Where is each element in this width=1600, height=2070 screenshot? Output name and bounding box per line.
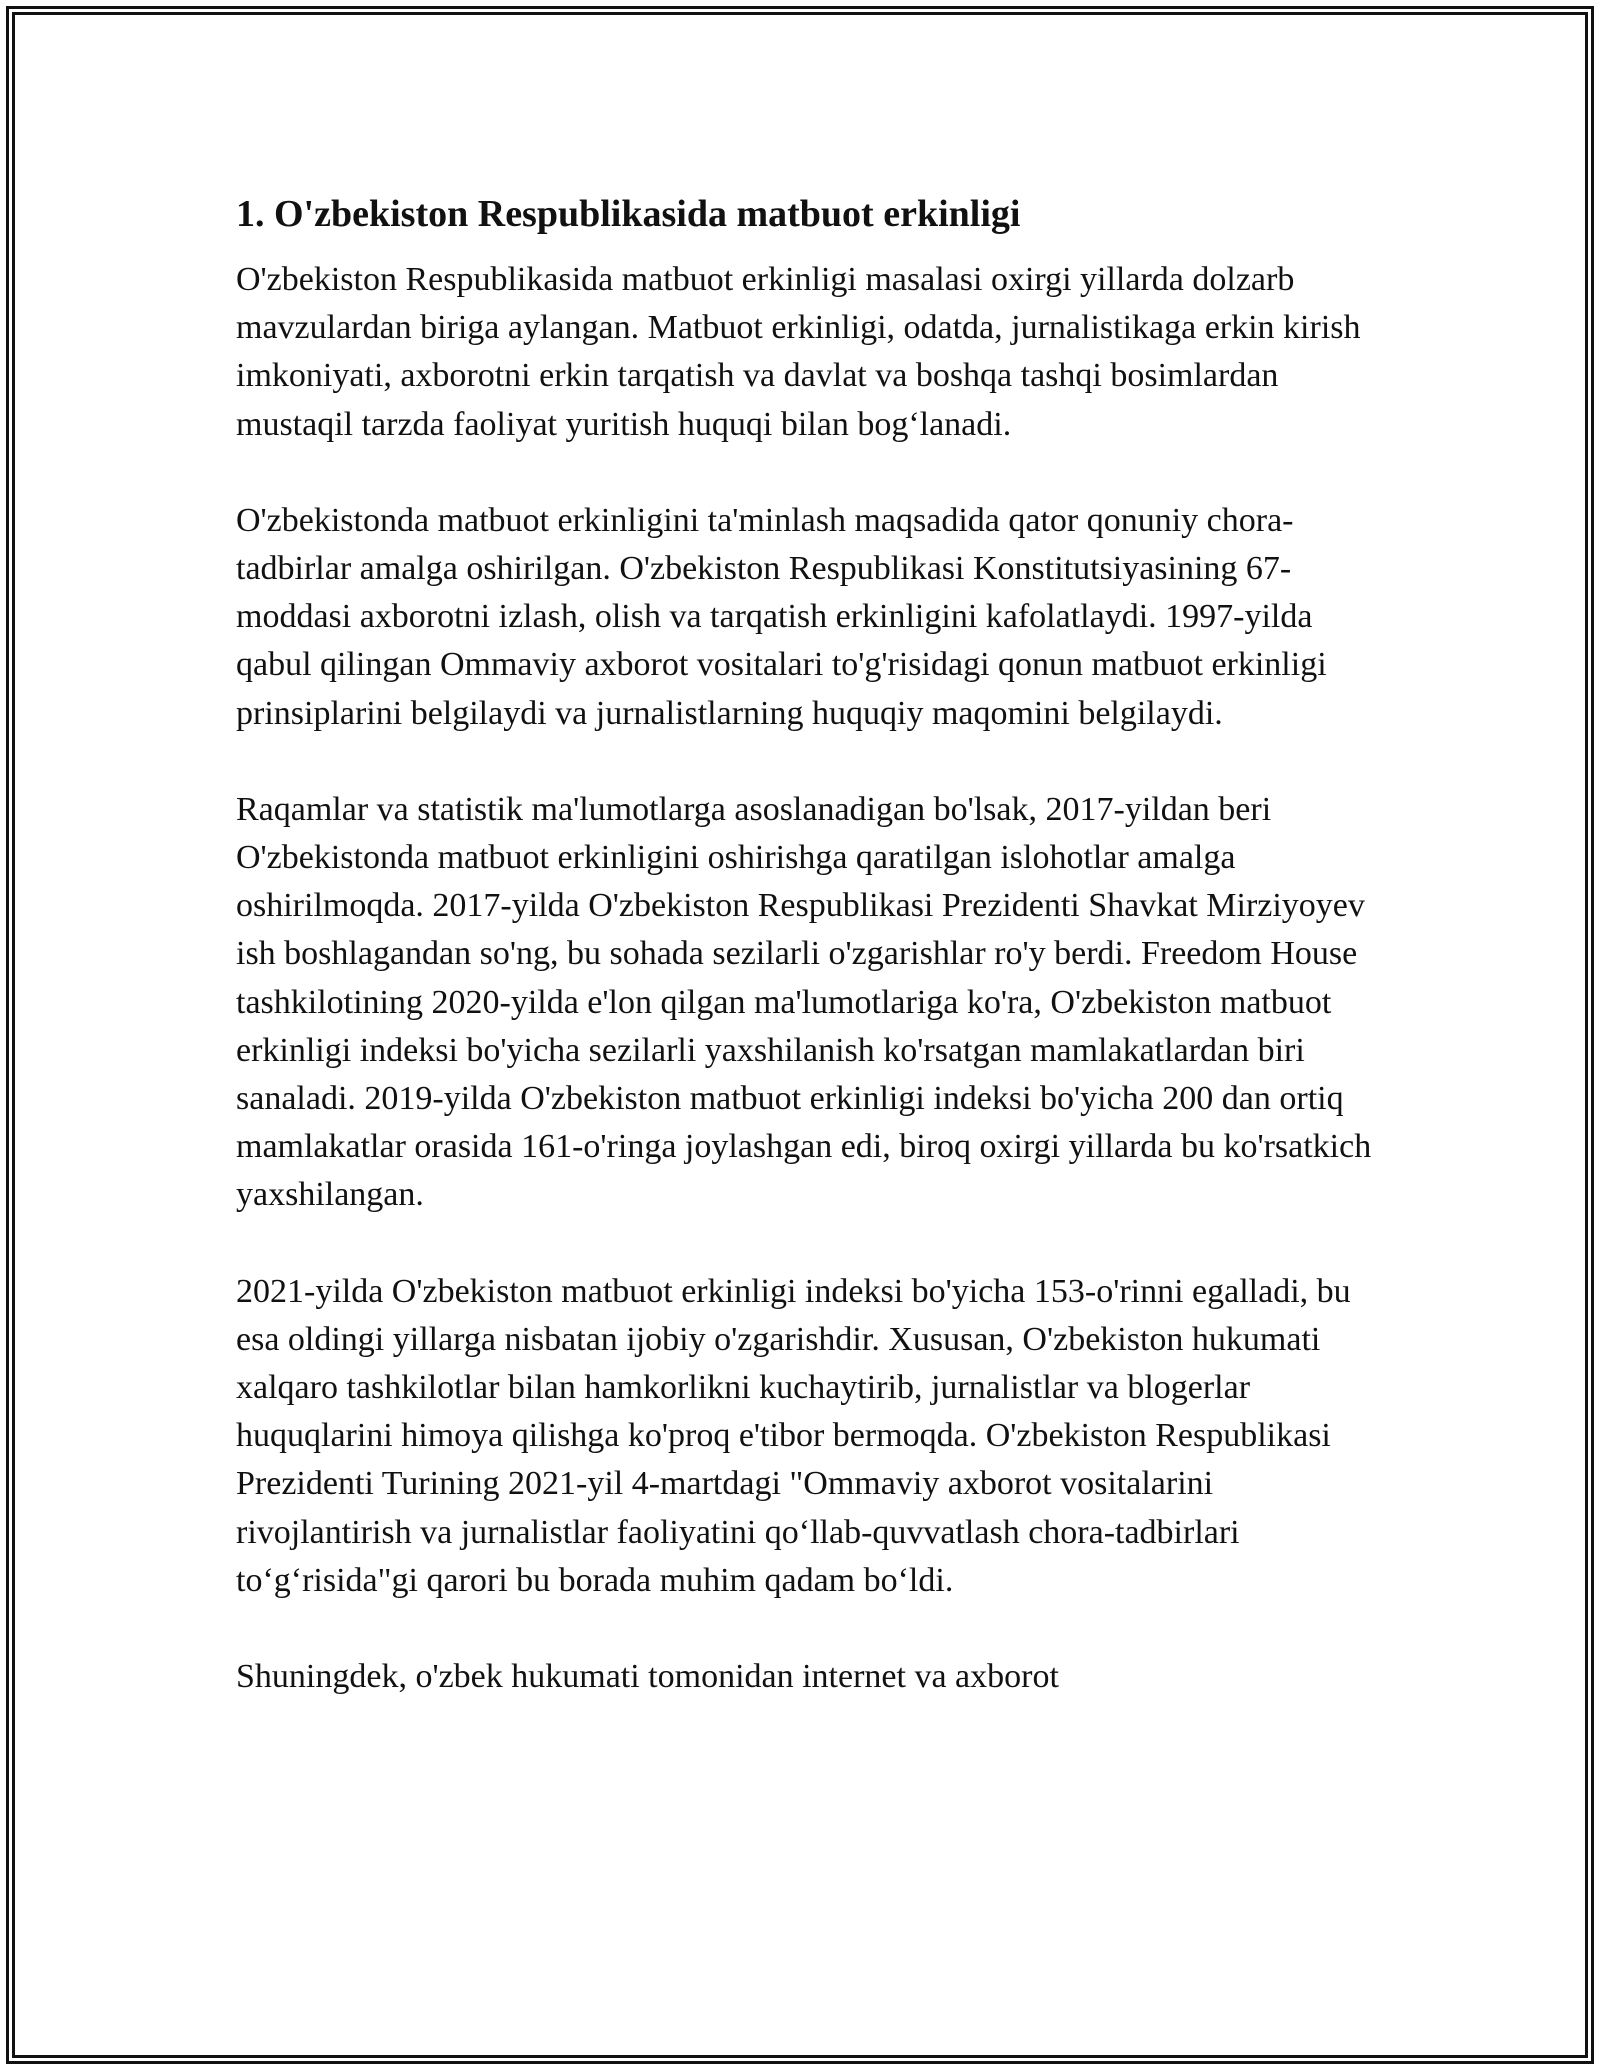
paragraph-4: 2021-yilda O'zbekiston matbuot erkinligi indeksi bo'yicha 153-o'rinni egalladi, bu esa oldingi yillarga nisbatan ijobiy o'zgarishdir. Xususan, O'zbekiston hukumati xalqaro tashkilotlar bilan hamkorlikni kuchaytirib, jurnalistlar va blogerlar huquqlarini himoya qilishga ko'proq e'tibor bermoqda. O'zbekiston Respublikasi Prezidenti Turining 2021-yil 4-martdagi "Ommaviy axborot vositalarini rivojlantirish va jurnalistlar faoliyatini qo‘llab-quvvatlash chora-tadbirlari to‘g‘risida"gi qarori bu borada muhim qadam bo‘ldi.	[236, 1272, 1351, 1599]
document-body	[236, 188, 1386, 1749]
paragraph-5: Shuningdek, o'zbek hukumati tomonidan internet va axborot	[236, 1658, 1059, 1696]
paragraph-1: O'zbekiston Respublikasida matbuot erkinligi masalasi oxirgi yillarda dolzarb mavzulardan biriga aylangan. Matbuot erkinligi, odatda, jurnalistikaga erkin kirish imkoniyati, axborotni erkin tarqatish va davlat va boshqa tashqi bosimlardan mustaqil tarzda faoliyat yuritish huquqi bilan bog‘lanadi.	[236, 261, 1361, 443]
section-heading: 1. O'zbekiston Respublikasida matbuot erkinligi	[236, 193, 1021, 235]
paragraph-3: Raqamlar va statistik ma'lumotlarga asoslanadigan bo'lsak, 2017-yildan beri O'zbekistonda matbuot erkinligini oshirishga qaratilgan islohotlar amalga oshirilmoqda. 2017-yilda O'zbekiston Respublikasi Prezidenti Shavkat Mirziyoyev ish boshlagandan so'ng, bu sohada sezilarli o'zgarishlar ro'y berdi. Freedom House tashkilotining 2020-yilda e'lon qilgan ma'lumotlariga ko'ra, O'zbekiston matbuot erkinligi indeksi bo'yicha sezilarli yaxshilanish ko'rsatgan mamlakatlardan biri sanaladi. 2019-yilda O'zbekiston matbuot erkinligi indeksi bo'yicha 200 dan ortiq mamlakatlar orasida 161-o'ringa joylashgan edi, biroq oxirgi yillarda bu ko'rsatkich yaxshilangan.	[236, 790, 1372, 1214]
paragraph-2: O'zbekistonda matbuot erkinligini ta'minlash maqsadida qator qonuniy chora-tadbirlar amalga oshirilgan. O'zbekiston Respublikasi Konstitutsiyasining 67-moddasi axborotni izlash, olish va tarqatish erkinligini kafolatlaydi. 1997-yilda qabul qilingan Ommaviy axborot vositalari to'g'risidagi qonun matbuot erkinligi prinsiplarini belgilaydi va jurnalistlarning huquqiy maqomini belgilaydi.	[236, 501, 1327, 732]
